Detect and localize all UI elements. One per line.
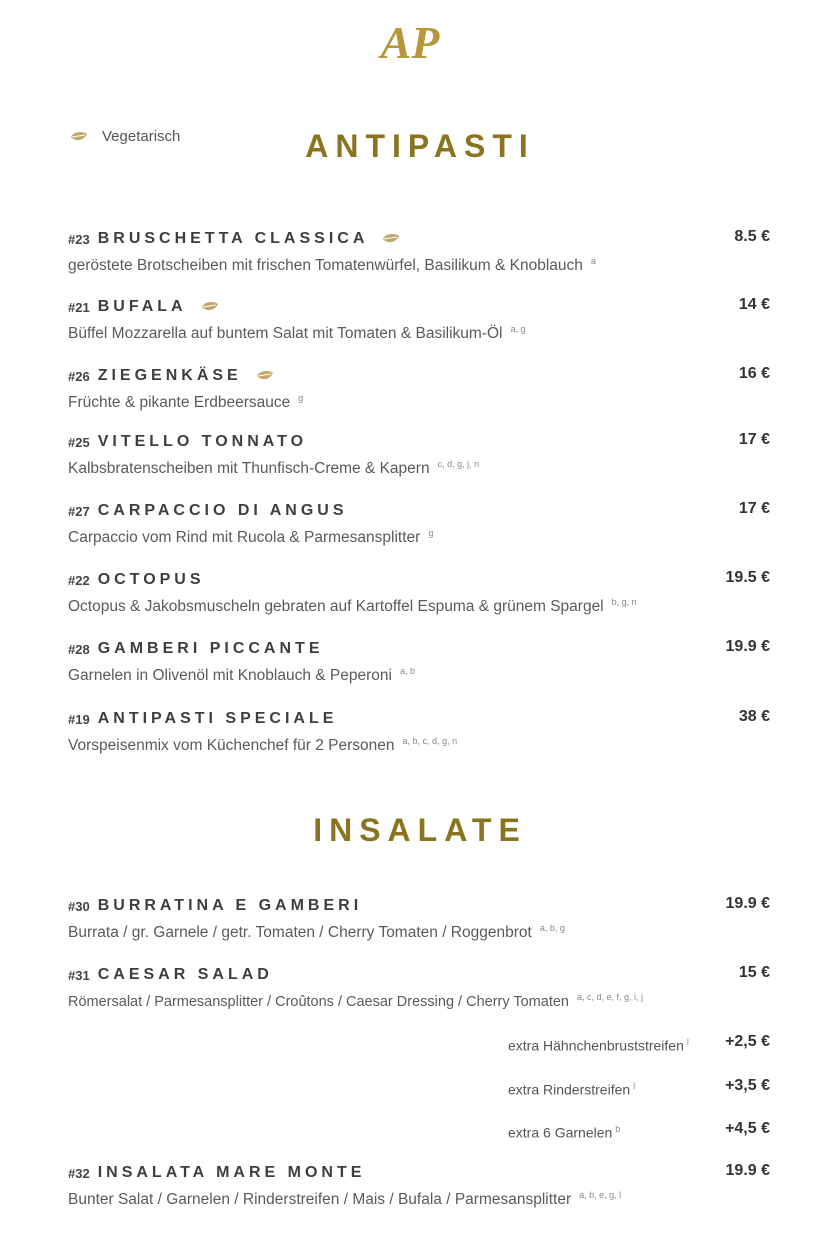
item-price: 15 € [738, 964, 770, 981]
item-description: geröstete Brotscheiben mit frischen Tomatenwürfel, Basilikum & Knoblauch [68, 257, 583, 275]
item-description: Garnelen in Olivenöl mit Knoblauch & Peperoni [68, 667, 392, 685]
item-name: GAMBERI PICCANTE [97, 640, 324, 657]
section-title-insalate: INSALATE [313, 812, 527, 848]
item-number: #27 [68, 503, 90, 519]
extra-price: +2,5 € [725, 1033, 770, 1050]
item-allergens: g [298, 393, 304, 403]
item-name: OCTOPUS [97, 571, 205, 588]
menu-item [68, 296, 770, 343]
item-price: 17 € [738, 500, 770, 517]
item-allergens: a [590, 256, 596, 266]
item-number: #22 [68, 572, 90, 588]
item-number: #26 [68, 368, 90, 384]
item-allergens: c, d, g, j, n [437, 459, 480, 469]
item-number: #25 [68, 434, 90, 450]
item-name: VITELLO TONNATO [97, 433, 308, 450]
extra-allergens: l [633, 1081, 636, 1091]
extra-price: +4,5 € [725, 1120, 770, 1137]
extra-allergens: l [686, 1037, 689, 1047]
extra-label: extra Hähnchenbruststreifen [508, 1037, 684, 1054]
menu-item [68, 228, 770, 275]
item-description: Büffel Mozzarella auf buntem Salat mit Tomaten & Basilikum-Öl [68, 325, 503, 343]
item-description: Früchte & pikante Erdbeersauce [68, 394, 291, 412]
item-number: #31 [68, 967, 90, 983]
item-description: Carpaccio vom Rind mit Rucola & Parmesansplitter [68, 529, 421, 547]
item-price: 19.5 € [725, 569, 770, 586]
extra-allergens: b [615, 1124, 621, 1134]
restaurant-logo [370, 14, 450, 70]
svg-text:AP: AP [380, 17, 440, 68]
item-description: Bunter Salat / Garnelen / Rinderstreifen / Mais / Bufala / Parmesansplitter [68, 1191, 572, 1209]
item-description: Octopus & Jakobsmuscheln gebraten auf Kartoffel Espuma & grünem Spargel [68, 598, 604, 616]
item-description: Burrata / gr. Garnele / getr. Tomaten / Cherry Tomaten / Roggenbrot [68, 924, 532, 942]
extra-option [508, 1077, 770, 1099]
item-allergens: a, b [399, 666, 415, 676]
menu-item [68, 708, 770, 755]
item-name: CAESAR SALAD [97, 966, 273, 983]
item-name: BUFALA [97, 298, 187, 315]
item-allergens: a, b, g [539, 923, 565, 933]
item-price: 14 € [738, 296, 770, 313]
item-description: Vorspeisenmix vom Küchenchef für 2 Personen [68, 737, 395, 755]
legend-label: Vegetarisch [102, 128, 181, 145]
item-name: ANTIPASTI SPECIALE [97, 710, 338, 727]
menu-item [68, 1162, 770, 1209]
item-description: Kalbsbratenscheiben mit Thunfisch-Creme & Kapern [68, 460, 430, 478]
item-allergens: g [428, 528, 434, 538]
item-number: #28 [68, 641, 90, 657]
section-title-antipasti: ANTIPASTI [305, 128, 535, 164]
menu-item [68, 500, 770, 547]
item-price: 19.9 € [725, 1162, 770, 1179]
menu-item [68, 895, 770, 942]
item-name: INSALATA MARE MONTE [97, 1164, 366, 1181]
menu-item [68, 638, 770, 685]
item-price: 16 € [738, 365, 770, 382]
item-name: BURRATINA E GAMBERI [97, 897, 363, 914]
leaf-icon [382, 233, 400, 245]
item-number: #21 [68, 299, 90, 315]
item-price: 19.9 € [725, 638, 770, 655]
item-number: #30 [68, 898, 90, 914]
menu-item [68, 431, 770, 478]
item-allergens: b, g, n [611, 597, 637, 607]
leaf-icon [256, 370, 274, 382]
item-name: ZIEGENKÄSE [97, 367, 242, 384]
item-number: #23 [68, 231, 90, 247]
extra-label: extra 6 Garnelen [508, 1124, 613, 1141]
item-name: BRUSCHETTA CLASSICA [97, 230, 369, 247]
leaf-icon [201, 301, 219, 313]
item-allergens: a, g [510, 324, 526, 334]
item-allergens: a, b, c, d, g, n [402, 736, 458, 746]
item-allergens: a, b, e, g, l [579, 1190, 622, 1200]
item-number: #19 [68, 711, 90, 727]
item-allergens: a, c, d, e, f, g, i, j [576, 992, 644, 1002]
extra-label: extra Rinderstreifen [508, 1081, 631, 1098]
item-price: 19.9 € [725, 895, 770, 912]
item-description: Römersalat / Parmesansplitter / Croûtons / Caesar Dressing / Cherry Tomaten [68, 993, 569, 1010]
item-number: #32 [68, 1165, 90, 1181]
extra-option [508, 1033, 770, 1055]
menu-item [68, 964, 770, 1010]
item-price: 17 € [738, 431, 770, 448]
menu-item [68, 569, 770, 616]
item-price: 8.5 € [734, 228, 770, 245]
menu-item [68, 365, 770, 412]
extra-price: +3,5 € [725, 1077, 770, 1094]
item-name: CARPACCIO DI ANGUS [97, 502, 348, 519]
item-price: 38 € [738, 708, 770, 725]
extra-option [508, 1120, 770, 1142]
